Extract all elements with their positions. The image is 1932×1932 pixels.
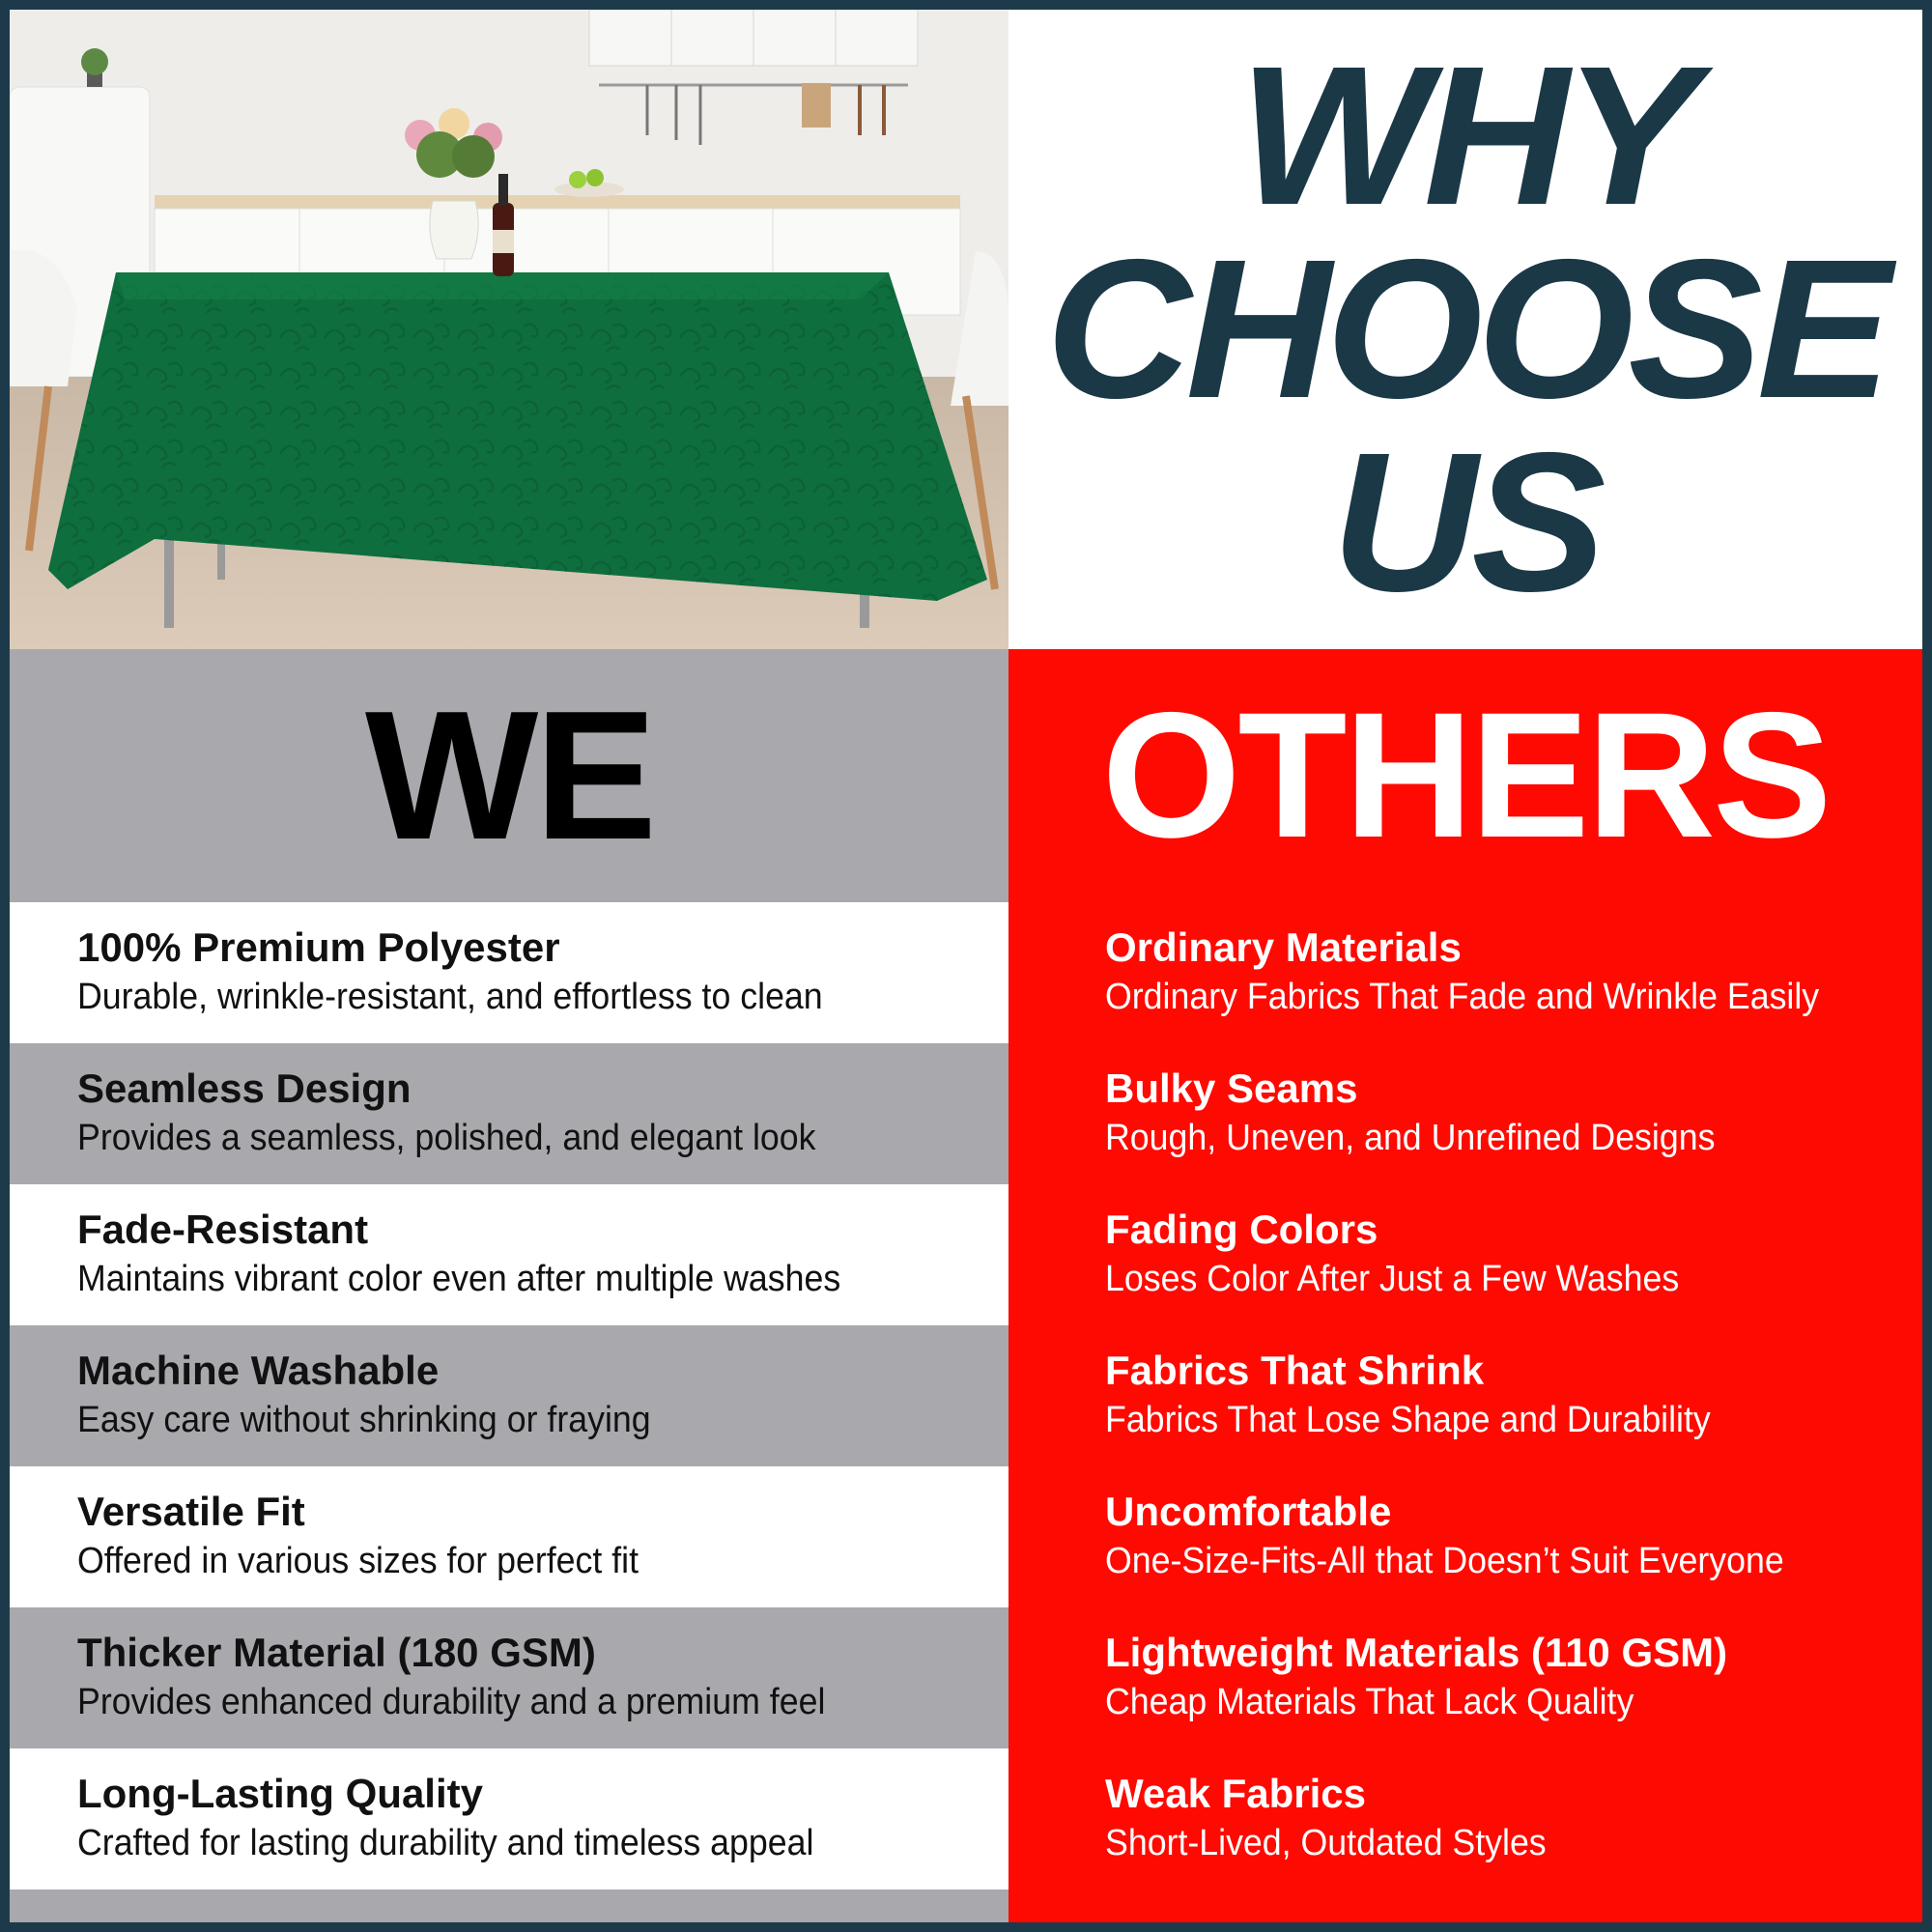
headline-line-2: CHOOSE xyxy=(1045,218,1886,440)
others-feature-row xyxy=(1105,1043,1917,1184)
headline xyxy=(1009,10,1922,649)
others-heading: OTHERS xyxy=(1101,676,1830,875)
we-feature-row xyxy=(10,902,1009,1043)
feature-description: Fabrics That Lose Shape and Durability xyxy=(1105,1400,1711,1440)
we-heading: WE xyxy=(364,673,654,878)
feature-description: Loses Color After Just a Few Washes xyxy=(1105,1259,1680,1299)
infographic xyxy=(10,10,1922,1922)
we-feature-row xyxy=(10,1466,1009,1607)
feature-title: Lightweight Materials (110 GSM) xyxy=(1105,1630,1728,1675)
others-feature-row xyxy=(1105,1607,1917,1748)
others-feature-row xyxy=(1105,1184,1917,1325)
feature-description: Provides enhanced durability and a premium feel xyxy=(77,1682,826,1722)
others-feature-row xyxy=(1105,902,1917,1043)
feature-title: Machine Washable xyxy=(77,1348,440,1393)
feature-description: Ordinary Fabrics That Fade and Wrinkle Easily xyxy=(1105,977,1820,1017)
we-feature-row xyxy=(10,1043,1009,1184)
product-photo xyxy=(10,10,1009,649)
feature-title: Seamless Design xyxy=(77,1065,412,1111)
feature-title: Versatile Fit xyxy=(77,1489,305,1534)
we-feature-row xyxy=(10,1184,1009,1325)
feature-description: Easy care without shrinking or fraying xyxy=(77,1400,651,1440)
feature-description: Crafted for lasting durability and timeless appeal xyxy=(77,1823,814,1863)
others-feature-row xyxy=(1105,1466,1917,1607)
feature-title: Fading Colors xyxy=(1105,1207,1378,1252)
we-feature-row xyxy=(10,1748,1009,1889)
feature-description: Offered in various sizes for perfect fit xyxy=(77,1541,639,1581)
feature-description: Provides a seamless, polished, and elegant look xyxy=(77,1118,816,1158)
headline-line-3: US xyxy=(1330,412,1601,633)
we-column xyxy=(10,649,1009,1922)
feature-description: Cheap Materials That Lack Quality xyxy=(1105,1682,1634,1722)
others-column xyxy=(1009,649,1922,1922)
feature-title: Uncomfortable xyxy=(1105,1489,1392,1534)
feature-description: Durable, wrinkle-resistant, and effortless to clean xyxy=(77,977,823,1017)
feature-title: 100% Premium Polyester xyxy=(77,924,560,970)
headline-line-1: WHY xyxy=(1238,25,1692,246)
feature-description: Short-Lived, Outdated Styles xyxy=(1105,1823,1547,1863)
feature-title: Bulky Seams xyxy=(1105,1065,1358,1111)
feature-title: Fade-Resistant xyxy=(77,1207,369,1252)
feature-description: One-Size-Fits-All that Doesn’t Suit Everyone xyxy=(1105,1541,1784,1581)
we-feature-row xyxy=(10,1607,1009,1748)
tablecloth-scene-image xyxy=(10,10,1009,649)
feature-description: Rough, Uneven, and Unrefined Designs xyxy=(1105,1118,1716,1158)
feature-title: Ordinary Materials xyxy=(1105,924,1462,970)
feature-description: Maintains vibrant color even after multiple washes xyxy=(77,1259,841,1299)
others-feature-row xyxy=(1105,1748,1917,1889)
others-feature-row xyxy=(1105,1325,1917,1466)
feature-title: Long-Lasting Quality xyxy=(77,1771,483,1816)
feature-title: Fabrics That Shrink xyxy=(1105,1348,1485,1393)
we-feature-row xyxy=(10,1325,1009,1466)
feature-title: Weak Fabrics xyxy=(1105,1771,1367,1816)
feature-title: Thicker Material (180 GSM) xyxy=(77,1630,596,1675)
